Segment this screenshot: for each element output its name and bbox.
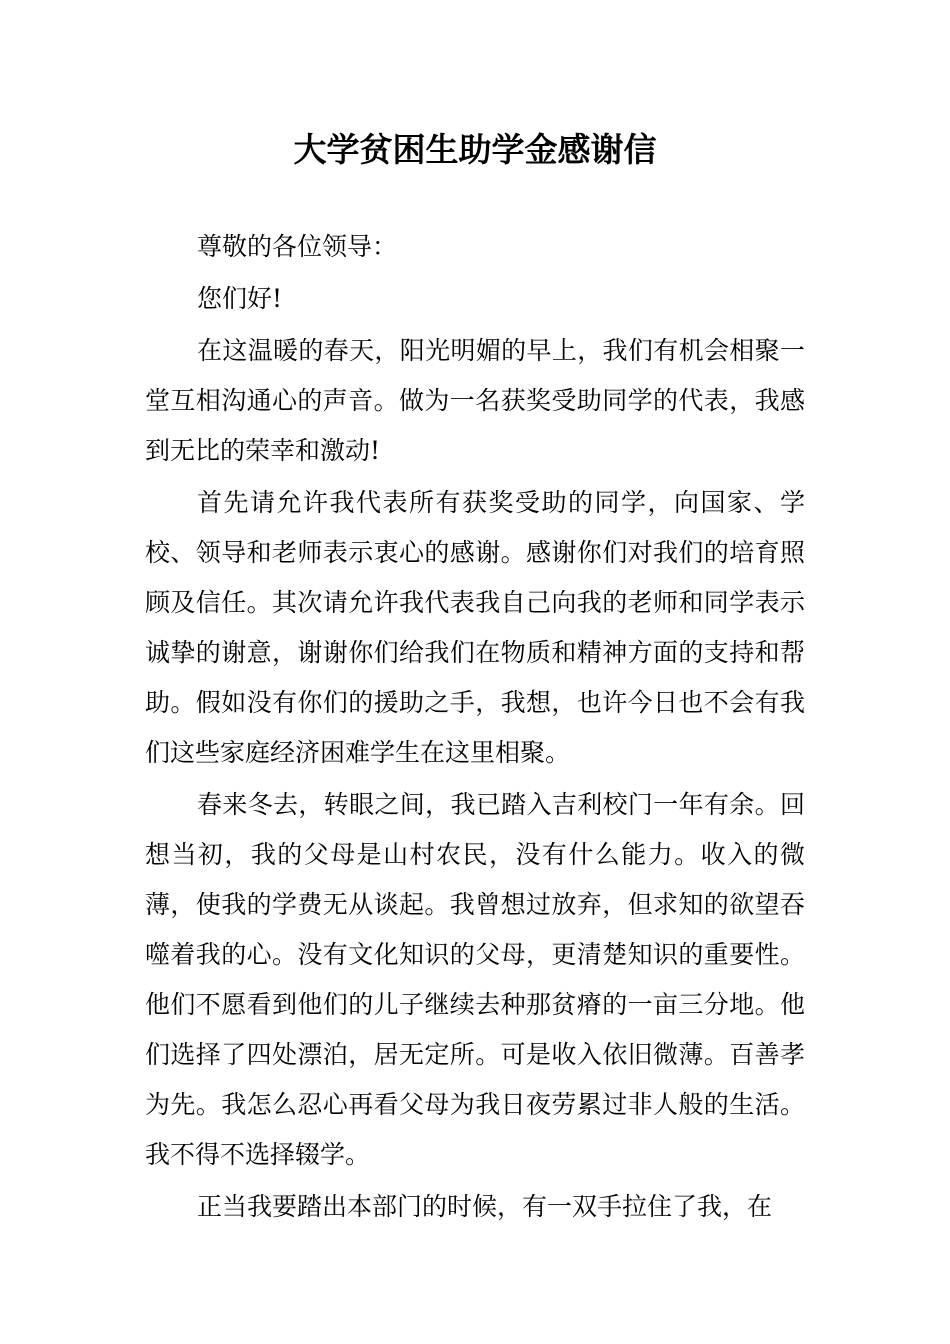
- paragraph-continuation: 正当我要踏出本部门的时候，有一双手拉住了我，在: [197, 1192, 773, 1221]
- letter-body: [145, 222, 805, 1232]
- paragraph-background: 春来冬去，转眼之间，我已踏入吉利校门一年有余。回想当初，我的父母是山村农民，没有什么能力。收入的微薄，使我的学费无从谈起。我曾想过放弃，但求知的欲望吞噬着我的心。没有文化知识的父母，更清楚知识的重要性。他们不愿看到他们的儿子继续去种那贫瘠的一亩三分地。他们选择了四处漂泊，居无定所。可是收入依旧微薄。百善孝为先。我怎么忍心再看父母为我日夜劳累过非人般的生活。我不得不选择辍学。: [145, 790, 805, 1169]
- document-title: 大学贫困生助学金感谢信: [293, 130, 657, 169]
- paragraph-opening: 在这温暖的春天，阳光明媚的早上，我们有机会相聚一堂互相沟通心的声音。做为一名获奖受助同学的代表，我感到无比的荣幸和激动!: [145, 336, 805, 465]
- salutation: 尊敬的各位领导：: [197, 232, 398, 261]
- greeting: 您们好!: [197, 284, 283, 313]
- paragraph-thanks: 首先请允许我代表所有获奖受助的同学，向国家、学校、领导和老师表示衷心的感谢。感谢你们对我们的培育照顾及信任。其次请允许我代表我自己向我的老师和同学表示诚挚的谢意，谢谢你们给我们在物质和精神方面的支持和帮助。假如没有你们的援助之手，我想，也许今日也不会有我们这些家庭经济困难学生在这里相聚。: [145, 488, 805, 767]
